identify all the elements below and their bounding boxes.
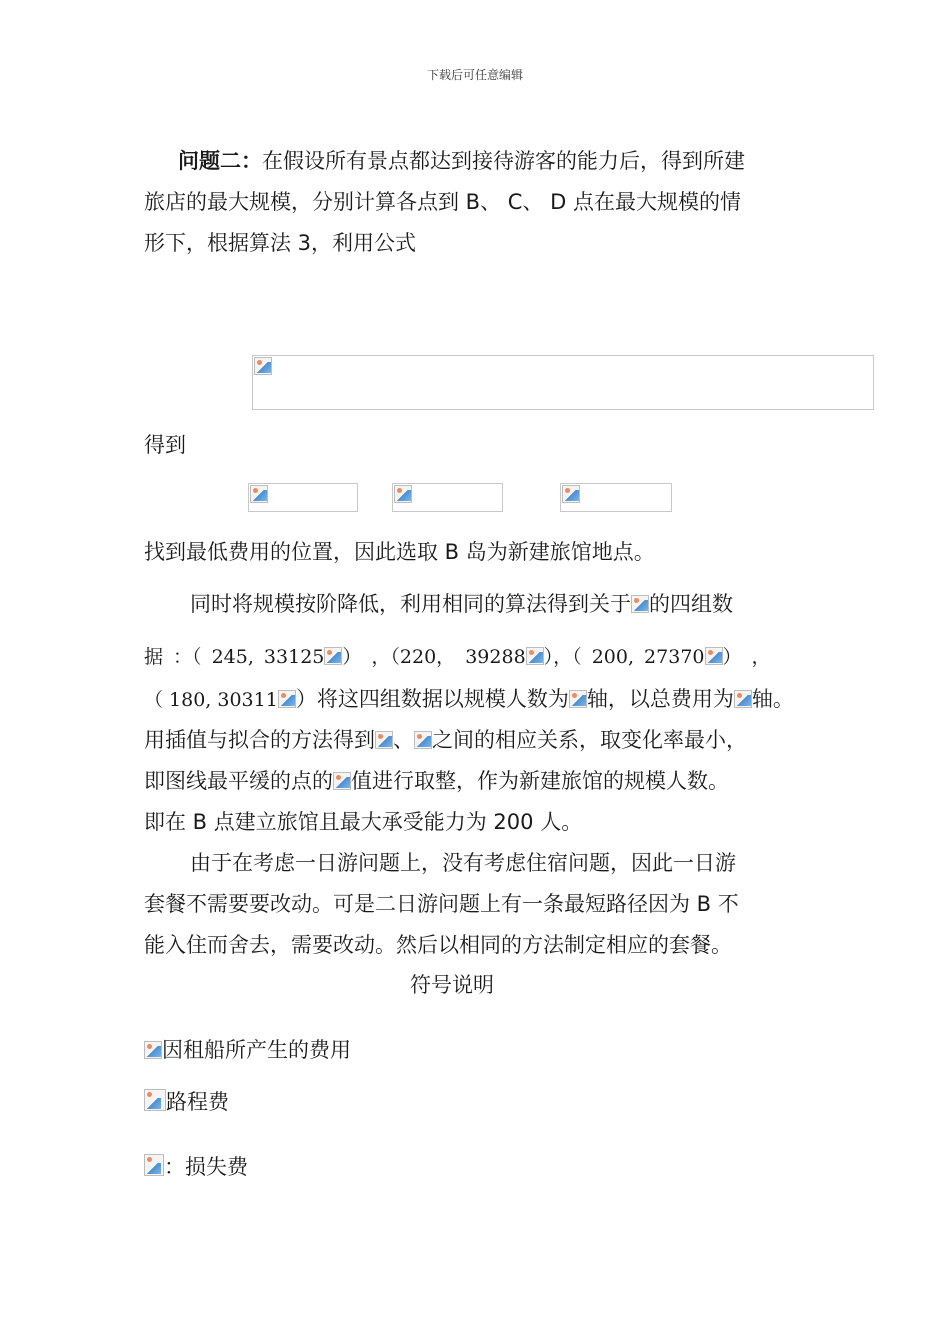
para2-text: 用插值与拟合的方法得到 (144, 728, 375, 752)
broken-image-icon (705, 647, 723, 665)
result-image-c (392, 483, 503, 512)
broken-image-icon (144, 1041, 162, 1059)
symbol-item-1 (144, 1035, 351, 1065)
broken-image-icon (631, 595, 649, 613)
formula-image (252, 355, 874, 410)
broken-image-icon (414, 731, 432, 749)
data-point: ），（ 200, 27370 (543, 646, 705, 668)
para2-line6: 即在 B 点建立旅馆且最大承受能力为 200 人。 (144, 810, 583, 834)
para2-text: 轴，以总费用为 (586, 687, 734, 711)
find-lowest-text: 找到最低费用的位置，因此选取 B 岛为新建旅馆地点。 (144, 540, 655, 564)
broken-image-icon (250, 485, 268, 503)
para2-text: ）将这四组数据以规模人数为 (295, 687, 569, 711)
question-label: 问题二： (178, 149, 262, 173)
symbol-desc: 路程费 (166, 1090, 229, 1114)
symbols-title: 符号说明 (410, 973, 494, 997)
para2-text: 轴。 (751, 687, 794, 711)
data-point: ） ，（220， 39288 (342, 646, 526, 668)
para1-line1 (178, 146, 745, 176)
symbol-desc: ：损失费 (164, 1155, 248, 1179)
para2-line5 (144, 766, 729, 796)
para2-text: 即图线最平缓的点的 (144, 769, 333, 793)
broken-image-icon (324, 647, 342, 665)
para2-text: 的四组数 (649, 592, 733, 616)
para2-text: 值进行取整，作为新建旅馆的规模人数。 (351, 769, 729, 793)
result-image-d (560, 483, 672, 512)
broken-image-icon (278, 690, 296, 708)
data-point: ） ， (722, 646, 771, 668)
para3-line1: 由于在考虑一日游问题上，没有考虑住宿问题，因此一日游 (190, 851, 736, 875)
para2-line4 (144, 725, 747, 755)
broken-image-icon (562, 485, 580, 503)
para2-line1 (190, 589, 733, 619)
broken-image-icon (375, 731, 393, 749)
broken-image-icon (144, 1089, 166, 1111)
obtain-text: 得到 (144, 433, 186, 457)
para1-text-1: 在假设所有景点都达到接待游客的能力后，得到所建 (262, 149, 745, 173)
para2-line3 (144, 684, 794, 715)
result-image-b (248, 483, 358, 512)
page-header: 下载后可任意编辑 (426, 68, 523, 82)
para3-line2: 套餐不需要要改动。可是二日游问题上有一条最短路径因为 B 不 (144, 892, 739, 916)
para3-line3: 能入住而舍去，需要改动。然后以相同的方法制定相应的套餐。 (144, 933, 732, 957)
data-point: （ 180, 30311 (144, 689, 278, 711)
para1-line2: 旅店的最大规模，分别计算各点到 B、 C、 D 点在最大规模的情 (144, 190, 741, 214)
broken-image-icon (254, 357, 272, 375)
symbol-desc: 因租船所产生的费用 (162, 1038, 351, 1062)
para1-line3: 形下，根据算法 3，利用公式 (144, 231, 417, 255)
para2-text: 、 (393, 728, 414, 752)
broken-image-icon (394, 485, 412, 503)
symbol-item-2 (144, 1087, 229, 1117)
para2-line2 (144, 642, 771, 672)
data-point: 据 ：（ 245, 33125 (144, 646, 325, 668)
broken-image-icon (526, 647, 544, 665)
broken-image-icon (569, 690, 587, 708)
para2-text: 之间的相应关系，取变化率最小， (432, 728, 747, 752)
broken-image-icon (333, 772, 351, 790)
para2-text: 同时将规模按阶降低，利用相同的算法得到关于 (190, 592, 631, 616)
broken-image-icon (144, 1154, 164, 1176)
broken-image-icon (734, 690, 752, 708)
symbol-item-3 (144, 1152, 248, 1182)
